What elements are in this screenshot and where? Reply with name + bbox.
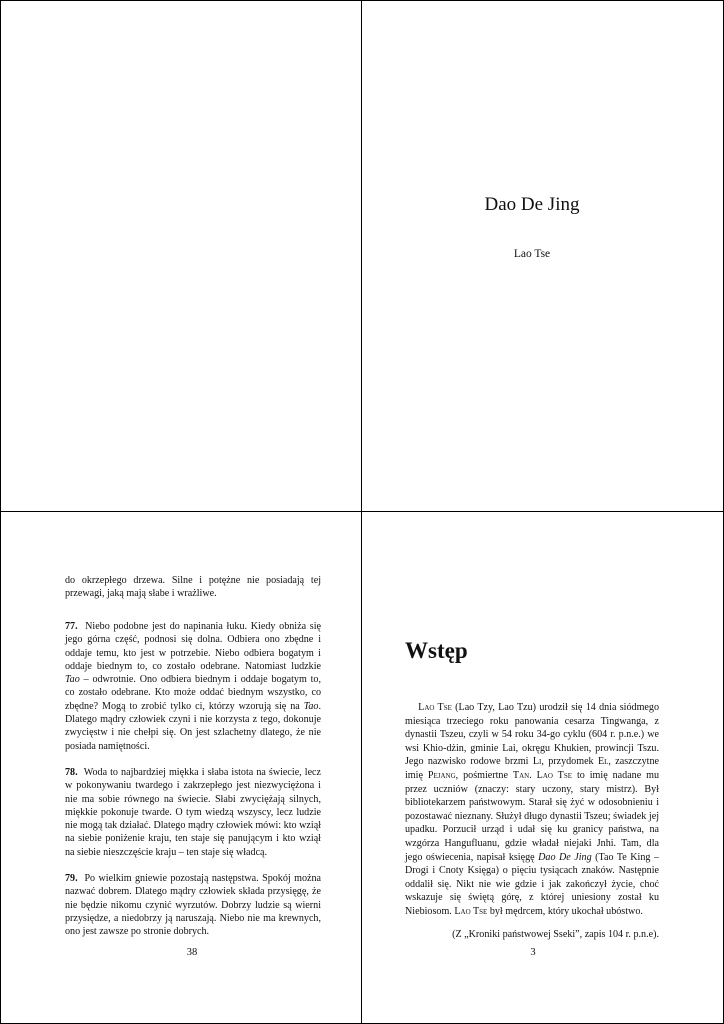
name-lao-tse: Lao Tse <box>454 905 488 917</box>
intro-text: (Tao Te King – Drogi i Cnoty Księga) o pięciu tysiącach znaków. Następnie oddalił się. Nikt nie wie gdzie i jak zakończył życie, choć wskazuje się świętą górę, z której uniesiony został ku Niebiosom. <box>405 851 659 917</box>
horizontal-divider <box>0 511 724 512</box>
verse-text: Niebo podobne jest do napinania łuku. Kiedy obniża się jego górna część, podnosi się dolna. Odbiera ono zbędne i oddaje temu, kto jest w potrzebie. Niebo odbiera bogatym i oddaje biednym to, co zostało odebrane. Natomiast ludzkie <box>65 621 321 672</box>
intro-text: (Lao Tzy, Lao Tzu) urodził się 14 dnia siódmego miesiąca trzeciego roku panowania cesarza Tingwanga, z dynastii Tszeu, czyli w 54 roku 34-go cyklu (604 r. p.n.e.) we wsi Khio-dżin, gminie Lai, okręgu Khukien, prowincji Tszu. Jego nazwisko rodowe brzmi <box>405 702 659 768</box>
book-title: Dao De Jing <box>538 851 592 863</box>
left-page-continuation <box>65 574 321 601</box>
page-number-right: 3 <box>530 947 536 958</box>
intro-text: . <box>529 769 537 781</box>
intro-text: to imię nadane mu przez uczniów (znaczy: stary uczony, stary mistrz). Był bibliotekarzem państwowym. Starał się żyć w odosobnieniu i pozostawać nieznany. Służył długo dynastii Tszeu; świadek jej upadku. Porzucił urząd i udał się ku granicy państwa, na wzgórza Hangufluanu, gdzie władał niejaki Jnhi. Tam, dla jego oświecenia, napisał księgę <box>405 769 660 863</box>
intro-text: , pośmiertne <box>455 769 513 781</box>
verse-number: 77. <box>65 621 78 632</box>
name-lao-tse: Lao Tse <box>418 702 452 713</box>
cover-author: Lao Tse <box>513 248 551 260</box>
verse-number: 78. <box>65 767 78 778</box>
verse-number: 79. <box>65 873 78 884</box>
continuation-text: do okrzepłego drzewa. Silne i potężne nie posiadają tej przewagi, jaką mają słabe i wrażliwe. <box>65 575 321 600</box>
source-citation: (Z „Kroniki państwowej Sseki”, zapis 104 r. p.n.e). <box>452 929 659 940</box>
verse-text: Woda to najbardziej miękka i słaba istota na świecie, lecz w pokonywaniu twardego i zakrzepłego jest niezwyciężona i nie ma sobie równego na świecie. Słabi zwyciężają silnych, miękkie pokonuje twarde. O tym wiedzą wszyscy, lecz ludzie nie mogą tak działać. Dlatego mądry człowiek mówi: kto wziął na siebie poniżenie kraju, ten staje się panującym i kto wziął na siebie nieszczęście kraju – ten staje się władcą. <box>65 767 322 858</box>
verse-78 <box>65 766 321 859</box>
intro-text: , przydomek <box>541 756 598 768</box>
verse-text: . Dlatego mądry człowiek czyni i nie korzysta z tego, dokonuje zwycięstw i nie chełpi się. On jest szlachetny dlatego, że nie posiada namiętności. <box>65 700 321 752</box>
verse-text: – odwrotnie. Ono odbiera biednym i oddaje bogatym to, co zostało odebrane. Kto może oddać biednym wszystko, co zbędne? Mogą to zrobić tylko ci, którzy wzorują się na <box>65 674 321 712</box>
intro-text: był mędrcem, który ukochał ubóstwo. <box>487 905 643 917</box>
cover-title: Dao De Jing <box>484 194 580 215</box>
tao-term: Tao <box>65 674 80 686</box>
name-tan: Tan <box>512 769 530 781</box>
vertical-divider <box>361 0 362 1024</box>
chapter-heading: Wstęp <box>405 638 468 663</box>
name-pejang: Pejang <box>427 769 456 781</box>
tao-term: Tao <box>303 700 319 712</box>
verse-79 <box>65 872 321 938</box>
verse-77 <box>65 620 321 753</box>
verse-text: Po wielkim gniewie pozostają następstwa. Spokój można nazwać dobrem. Dlatego mądry człowiek składa przysięgę, że nie będzie nikomu czynić wyrzutów. Dobrzy ludzie są wierni przysiędze, a niedobrzy ją naruszają. Niebo nie ma krewnych, ono jest zawsze po stronie dobrych. <box>65 873 321 938</box>
name-lao-tse: Lao Tse <box>536 769 573 781</box>
intro-text: , zaszczytne imię <box>405 756 659 781</box>
name-li: Li <box>532 756 542 768</box>
page-number-left: 38 <box>186 947 198 958</box>
name-el: El <box>597 756 609 768</box>
intro-paragraph <box>405 701 659 919</box>
